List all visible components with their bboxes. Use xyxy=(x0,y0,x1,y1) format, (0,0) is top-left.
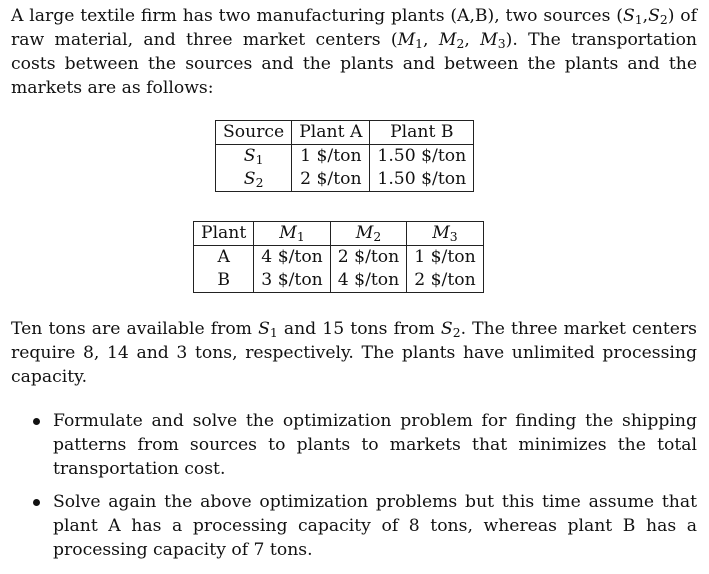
row-label-cell: A xyxy=(194,246,254,270)
intro-paragraph xyxy=(11,4,697,100)
list-item xyxy=(0,409,697,481)
cost-cell: 1 $/ton xyxy=(414,247,476,267)
table-header-cell: Plant xyxy=(194,222,254,246)
source-s1-symbol: $S_1$ xyxy=(258,319,278,341)
cost-cell: 1.50 $/ton xyxy=(377,169,467,189)
market-m2-symbol: $M_2$ xyxy=(438,30,465,52)
supply-text-1: Ten tons are available from xyxy=(11,319,259,339)
row-label-cell: $S_2$ xyxy=(216,168,292,192)
market-m3-symbol: $M_3$ xyxy=(480,30,506,52)
intro-text-3: ). The transportation costs between the sources and the plants and between the plants and the markets are as follows: xyxy=(11,30,697,98)
task-text: Solve again the above optimization problems but this time assume that plant A has a processing capacity of 8 tons, whereas plant B has a processing capacity of 7 tons. xyxy=(53,492,697,560)
cost-cell: 1.50 $/ton xyxy=(377,146,467,166)
table-header-row xyxy=(194,222,484,246)
source-s1-symbol: $S_1$ xyxy=(622,6,643,28)
table-header-cell: $M_1$ xyxy=(254,222,330,246)
supply-text-2: and 15 tons from xyxy=(277,319,441,339)
supply-demand-paragraph xyxy=(11,317,697,389)
row-label-cell: B xyxy=(194,269,254,293)
intro-comma: , xyxy=(642,6,649,26)
table-header-cell: Plant B xyxy=(370,121,474,145)
row-label-cell: $S_1$ xyxy=(216,145,292,169)
cost-cell: 2 $/ton xyxy=(292,168,370,192)
task-list xyxy=(0,409,709,562)
table-row xyxy=(216,145,474,169)
table-header-cell: Plant A xyxy=(292,121,370,145)
bullet-icon xyxy=(33,418,40,425)
bullet-icon xyxy=(33,499,40,506)
cost-cell: 4 $/ton xyxy=(254,246,330,270)
intro-comma: , xyxy=(464,30,481,50)
cost-cell: 3 $/ton xyxy=(254,269,330,293)
source-plant-cost-table xyxy=(215,120,474,192)
source-s2-symbol: $S_2$ xyxy=(648,6,668,28)
supply-text-3: . The three market centers require 8, 14 and 3 tons, respectively. The plants have unlimited processing capacity. xyxy=(11,319,698,387)
intro-text-2: ) of raw material, and three market centers ( xyxy=(11,6,697,50)
task-text: Formulate and solve the optimization problem for finding the shipping patterns from sources to plants to markets that minimizes the total transportation cost. xyxy=(53,411,697,479)
plant-market-cost-table xyxy=(193,221,484,293)
market-m1-symbol: $M_1$ xyxy=(397,30,424,52)
table-row xyxy=(194,269,484,293)
table-row xyxy=(216,168,474,192)
cost-cell: 2 $/ton xyxy=(414,270,476,290)
table-header-row xyxy=(216,121,474,145)
cost-cell: 2 $/ton xyxy=(330,246,406,270)
table-header-cell: $M_2$ xyxy=(330,222,406,246)
table-header-cell: $M_3$ xyxy=(407,222,483,246)
table-row xyxy=(194,246,484,270)
table-header-cell: Source xyxy=(216,121,292,145)
intro-text-1: A large textile firm has two manufacturing plants (A,B), two sources ( xyxy=(11,6,623,26)
cost-cell: 1 $/ton xyxy=(292,145,370,169)
intro-comma: , xyxy=(423,30,439,50)
source-s2-symbol: $S_2$ xyxy=(440,319,461,341)
cost-cell: 4 $/ton xyxy=(330,269,406,293)
list-item xyxy=(0,490,697,562)
